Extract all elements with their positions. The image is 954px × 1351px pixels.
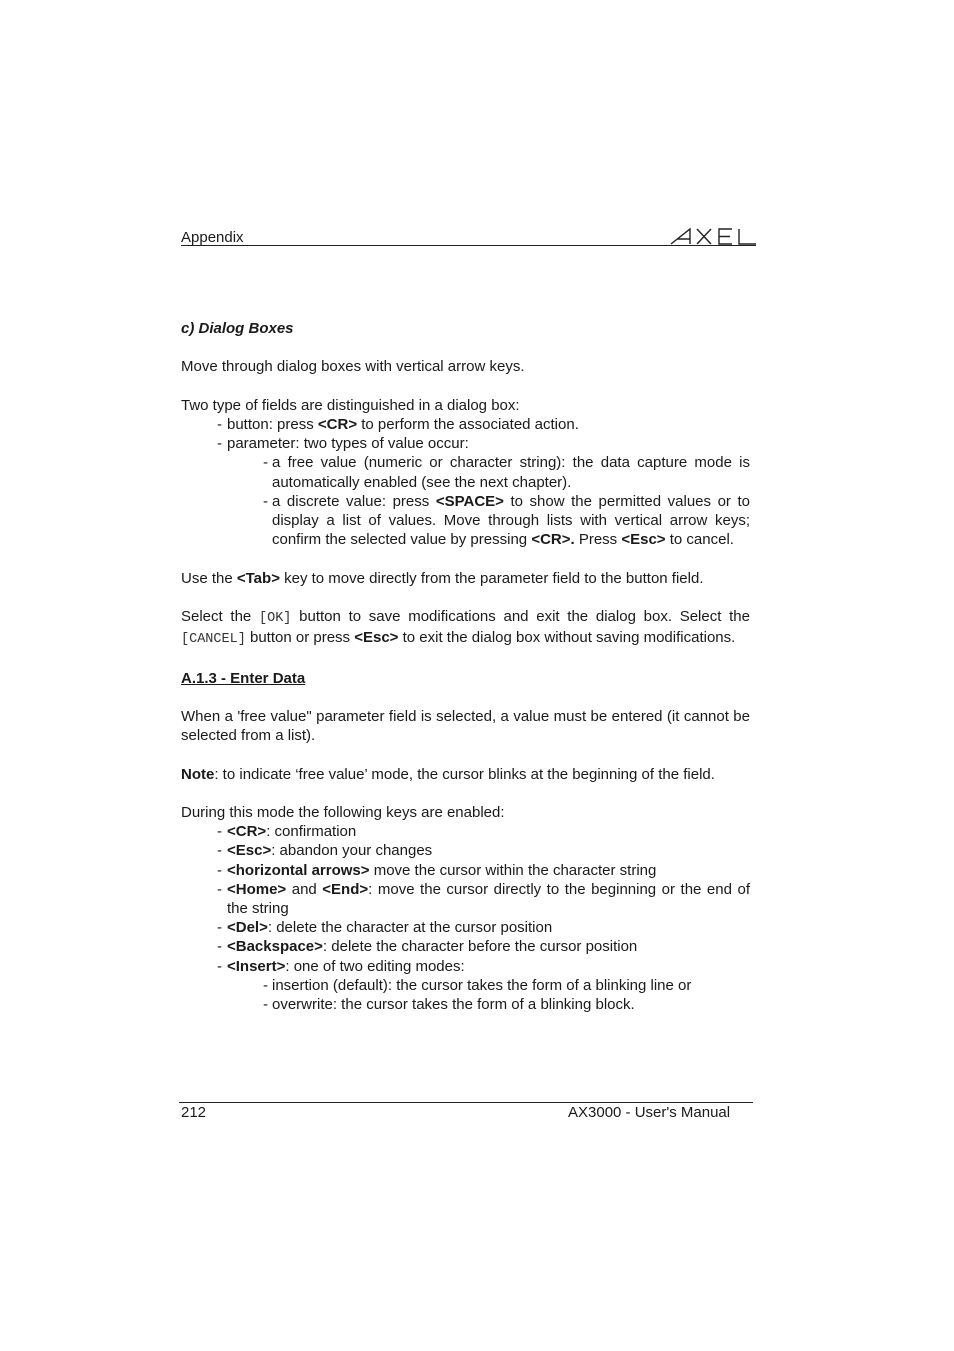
page-content: [181, 319, 750, 1014]
list-item-insert-mode: - overwrite: the cursor takes the form of a blinking block.: [263, 995, 635, 1013]
paragraph-vertical-arrows: Move through dialog boxes with vertical arrow keys.: [181, 358, 525, 376]
list-item-free-value: - a free value (numeric or character string): the data capture mode is automatically enabled (see the next chapter).: [263, 454, 750, 491]
list-item-key: - <CR>: confirmation: [217, 823, 357, 841]
paragraph-field-types: Two type of fields are distinguished in a dialog box:: [181, 396, 520, 414]
list-item-key: - <Backspace>: delete the character before the cursor position: [217, 938, 638, 956]
list-item-key: - <Esc>: abandon your changes: [217, 842, 433, 860]
paragraph-keys-intro: During this mode the following keys are enabled:: [181, 803, 505, 821]
list-item-parameter: - parameter: two types of value occur:: [217, 435, 469, 453]
list-item-discrete-value: - a discrete value: press <SPACE> to show the permitted values or to display a list of values. Move through lists with vertical arrow keys; confirm the selected value by pressing <CR>. Press <Esc> to cancel.: [263, 492, 750, 549]
list-item-key: - <horizontal arrows> move the cursor within the character string: [217, 861, 657, 879]
list-item-insert-mode: - insertion (default): the cursor takes the form of a blinking line or: [263, 976, 692, 994]
footer-rule: [179, 1102, 753, 1103]
header-section-label: Appendix: [181, 229, 244, 246]
axel-logo: [669, 227, 757, 246]
header-rule: [181, 245, 756, 246]
key-cr: <CR>: [317, 415, 358, 433]
paragraph-note: Note: to indicate ‘free value’ mode, the cursor blinks at the beginning of the field.: [181, 765, 715, 783]
list-item-key: - <Insert>: one of two editing modes:: [217, 957, 465, 975]
section-title-dialog-boxes: c) Dialog Boxes: [181, 320, 294, 337]
list-item-key: - <Home> and <End>: move the cursor directly to the beginning or the end of the string: [217, 880, 750, 917]
cancel-label: [CANCEL]: [181, 632, 246, 648]
paragraph-free-value-entry: When a 'free value" parameter field is selected, a value must be entered (it cannot be selected from a list).: [181, 707, 750, 745]
paragraph-tab-key: Use the <Tab> key to move directly from the parameter field to the button field.: [181, 569, 704, 587]
section-title-enter-data: A.1.3 - Enter Data: [181, 669, 306, 687]
ok-label: [OK]: [259, 610, 292, 626]
page-number: 212: [181, 1104, 207, 1121]
list-item-key: - <Del>: delete the character at the cursor position: [217, 919, 553, 937]
paragraph-ok-cancel: Select the [OK] button to save modifications and exit the dialog box. Select the [CANCEL] button or press <Esc> to exit the dialog box without saving modifications.: [181, 607, 750, 648]
manual-title: AX3000 - User's Manual: [568, 1104, 731, 1121]
list-item-button: - button: press <CR> to perform the associated action.: [217, 415, 579, 433]
